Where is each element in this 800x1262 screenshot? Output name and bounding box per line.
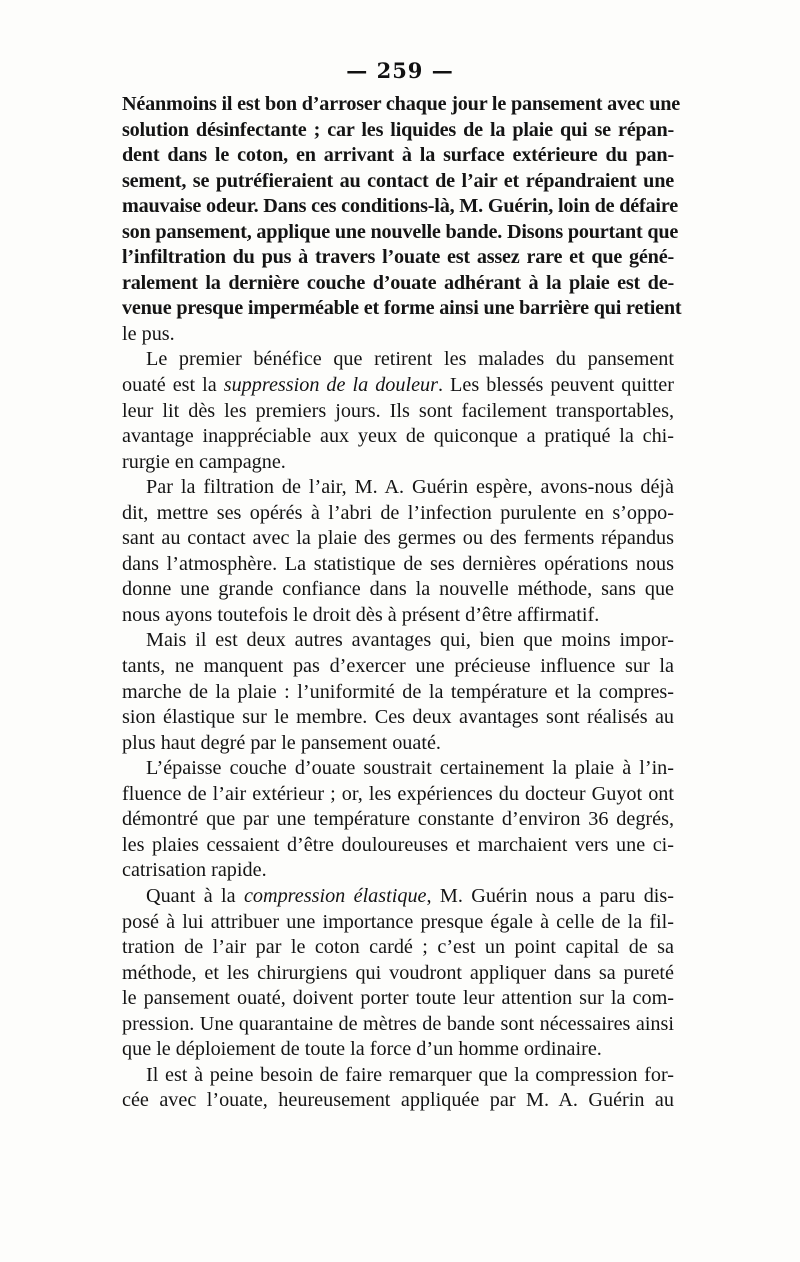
text-line: sion élastique sur le membre. Ces deux avantages sont réalisés au xyxy=(122,706,674,729)
text-line: nous ayons toutefois le droit dès à présent d’être affirmatif. xyxy=(122,603,600,626)
text-line xyxy=(122,884,674,910)
italic-phrase: compression élastique xyxy=(243,884,427,907)
text-line: posé à lui attribuer une importance presque égale à celle de la fil- xyxy=(122,910,674,933)
text-segment: , M. Guérin nous a paru dis- xyxy=(426,884,674,907)
text-line: mauvaise odeur. Dans ces conditions-là, M. Guérin, loin de défaire xyxy=(122,195,678,218)
text-line xyxy=(122,373,674,399)
text-line: Néanmoins il est bon d’arroser chaque jour le pansement avec une xyxy=(122,93,681,115)
text-line: avantage inappréciable aux yeux de quiconque a pratiqué la chi- xyxy=(122,425,674,448)
text-line: son pansement, applique une nouvelle bande. Disons pourtant que xyxy=(122,220,679,243)
body-text xyxy=(122,92,682,1114)
text-line: plus haut degré par le pansement ouaté. xyxy=(122,731,441,754)
text-line: Le premier bénéfice que retirent les malades du pansement xyxy=(146,348,674,371)
text-line: leur lit dès les premiers jours. Ils sont facilement transportables, xyxy=(122,399,674,422)
text-line: solution désinfectante ; car les liquides de la plaie qui se répan- xyxy=(122,118,674,141)
text-line: l’infiltration du pus à travers l’ouate est assez rare et que géné- xyxy=(122,246,674,269)
text-line: cée avec l’ouate, heureusement appliquée par M. A. Guérin au xyxy=(122,1089,674,1112)
text-line: les plaies cessaient d’être douloureuses et marchaient vers une ci- xyxy=(122,833,674,856)
text-line: le pus. xyxy=(122,322,175,345)
text-line: sant au contact avec la plaie des germes ou des ferments répandus xyxy=(122,527,674,550)
text-line: catrisation rapide. xyxy=(122,859,267,882)
text-line: ralement la dernière couche d’ouate adhérant à la plaie est de- xyxy=(122,271,674,294)
text-line: donne une grande confiance dans la nouvelle méthode, sans que xyxy=(122,578,674,601)
text-line: méthode, et les chirurgiens qui voudront appliquer dans sa pureté xyxy=(122,961,674,984)
text-line: le pansement ouaté, doivent porter toute leur attention sur la com- xyxy=(122,987,674,1010)
text-line: pression. Une quarantaine de mètres de bande sont nécessaires ainsi xyxy=(122,1012,674,1035)
text-line: démontré que par une température constante d’environ 36 degrés, xyxy=(122,808,674,831)
text-segment: . Les blessés peuvent quitter xyxy=(438,374,674,397)
text-line: que le déploiement de toute la force d’un homme ordinaire. xyxy=(122,1038,602,1061)
text-line: sement, se putréfieraient au contact de l’air et répandraient une xyxy=(122,169,674,192)
text-line: fluence de l’air extérieur ; or, les expériences du docteur Guyot ont xyxy=(122,782,674,805)
text-line: dans l’atmosphère. La statistique de ses dernières opérations nous xyxy=(122,552,674,575)
text-line: rurgie en campagne. xyxy=(122,450,286,473)
page-number: — 259 — xyxy=(346,58,454,83)
text-line: venue presque imperméable et forme ainsi une barrière qui retient xyxy=(122,297,682,320)
text-line: L’épaisse couche d’ouate soustrait certainement la plaie à l’in- xyxy=(146,757,674,780)
text-segment: ouaté est la xyxy=(122,374,224,397)
text-line: Mais il est deux autres avantages qui, bien que moins impor- xyxy=(146,629,674,652)
text-line: tants, ne manquent pas d’exercer une précieuse influence sur la xyxy=(122,655,674,678)
text-line: tration de l’air par le coton cardé ; c’est un point capital de sa xyxy=(122,936,674,959)
text-line: Il est à peine besoin de faire remarquer que la compression for- xyxy=(146,1063,674,1086)
text-line: dent dans le coton, en arrivant à la surface extérieure du pan- xyxy=(122,144,674,167)
text-line: marche de la plaie : l’uniformité de la température et la compres- xyxy=(122,680,674,703)
text-line: Par la filtration de l’air, M. A. Guérin espère, avons-nous déjà xyxy=(146,476,674,499)
italic-phrase: suppression de la douleur xyxy=(223,374,438,397)
text-segment: Quant à la xyxy=(146,884,244,907)
text-line: dit, mettre ses opérés à l’abri de l’infection purulente en s’oppo- xyxy=(122,501,674,524)
